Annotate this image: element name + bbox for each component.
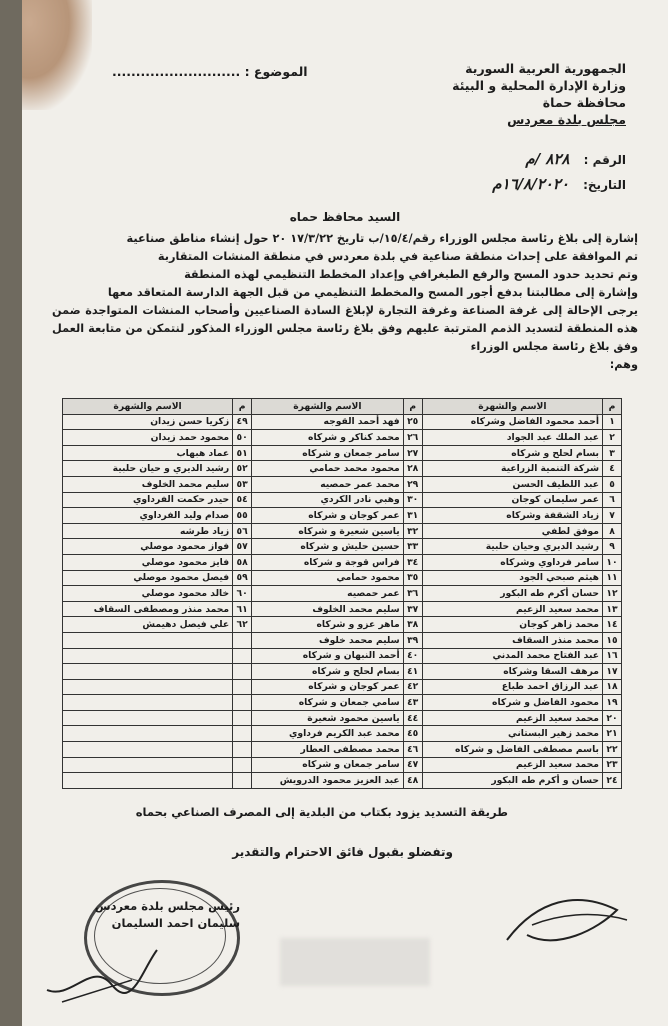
handwritten-signature-left xyxy=(42,940,162,1010)
signatory-title: رئيس مجلس بلدة معردس xyxy=(94,899,240,913)
row-name: حسان و أكرم طه البكور xyxy=(422,773,602,789)
row-name: رشيد الديري وحيان حلبية xyxy=(422,539,602,555)
paragraph: وإشارة إلى مطالبتنا بدفع أجور المسح والمخطط التنظيمي من قبل الجهة الدارسة المتعاقد معها xyxy=(107,286,638,299)
col-name-header: الاسم والشهرة xyxy=(252,399,404,415)
row-name: سليم محمد الخلوف xyxy=(63,476,233,492)
row-name xyxy=(63,710,233,726)
date-label: التاريخ: xyxy=(583,178,626,192)
row-number: ٣ xyxy=(603,445,622,461)
row-name: علي فيصل دهيمش xyxy=(63,617,233,633)
row-name: هيثم صبحي الجود xyxy=(422,570,602,586)
row-name: رشيد الديري و حيان حلبية xyxy=(63,461,233,477)
handwritten-signature-right xyxy=(497,880,637,970)
row-name xyxy=(63,757,233,773)
row-name: زكريا حسن زيدان xyxy=(63,414,233,430)
row-number: ٦٠ xyxy=(233,586,252,602)
subject-field xyxy=(112,64,308,79)
row-number: ٣٢ xyxy=(403,523,422,539)
row-number: ١٢ xyxy=(603,586,622,602)
table-row xyxy=(63,414,622,430)
letterhead xyxy=(452,60,626,128)
row-number xyxy=(233,648,252,664)
row-number: ٥ xyxy=(603,476,622,492)
table-row xyxy=(63,648,622,664)
col-num-header: م xyxy=(403,399,422,415)
row-number: ١٤ xyxy=(603,617,622,633)
row-number: ٥٧ xyxy=(233,539,252,555)
row-name: فهد أحمد القوجه xyxy=(252,414,404,430)
number-label: الرقم : xyxy=(583,153,626,167)
row-name: زياد طرشه xyxy=(63,523,233,539)
row-name: أحمد النبهان و شركاه xyxy=(252,648,404,664)
row-name: سامي جمعان و شركاه xyxy=(252,695,404,711)
row-number: ٥٩ xyxy=(233,570,252,586)
row-number: ٦ xyxy=(603,492,622,508)
row-number: ٢٣ xyxy=(603,757,622,773)
row-number: ١٦ xyxy=(603,648,622,664)
row-number: ٤٥ xyxy=(403,726,422,742)
table-row xyxy=(63,726,622,742)
row-name: عماد هبهاب xyxy=(63,445,233,461)
row-name: عبد الرزاق احمد طباع xyxy=(422,679,602,695)
row-number xyxy=(233,757,252,773)
col-name-header: الاسم والشهرة xyxy=(422,399,602,415)
paragraph: وتم تحديد حدود المسح والرفع الطبغرافي وإعداد المخطط التنظيمي لهذه المنطقة xyxy=(184,268,638,281)
table-row xyxy=(63,586,622,602)
row-name: عمر كوجان و شركاه xyxy=(252,508,404,524)
document-page xyxy=(22,0,668,1026)
republic-line: الجمهورية العربية السورية xyxy=(465,61,626,76)
table-row xyxy=(63,539,622,555)
table-header-row xyxy=(63,399,622,415)
table-body xyxy=(63,414,622,788)
row-number: ٢٨ xyxy=(403,461,422,477)
payment-note: طريقة التسديد يزود بكتاب من البلدية إلى المصرف الصناعي بحماه xyxy=(135,805,508,819)
row-number: ٩ xyxy=(603,539,622,555)
row-number: ٢٤ xyxy=(603,773,622,789)
row-number: ١٨ xyxy=(603,679,622,695)
row-name: محمد عبد الكريم فرداوي xyxy=(252,726,404,742)
row-name: محمد زاهر كوجان xyxy=(422,617,602,633)
table-row xyxy=(63,554,622,570)
table-row xyxy=(63,461,622,477)
row-name: عبد العزيز محمود الدرويش xyxy=(252,773,404,789)
row-number: ٣٥ xyxy=(403,570,422,586)
row-number: ٥٢ xyxy=(233,461,252,477)
row-name: موفق لطفي xyxy=(422,523,602,539)
table-row xyxy=(63,476,622,492)
signatory-name: سليمان احمد السليمان xyxy=(111,916,240,930)
row-number: ٣٨ xyxy=(403,617,422,633)
row-number: ٣٦ xyxy=(403,586,422,602)
subject-label: الموضوع : xyxy=(244,64,308,79)
row-name: مرهف السقا وشركاه xyxy=(422,664,602,680)
row-number: ١٩ xyxy=(603,695,622,711)
table-row xyxy=(63,664,622,680)
row-name xyxy=(63,742,233,758)
paragraph: يرجى الإحالة إلى غرفة الصناعة وغرفة التجارة لإبلاغ السادة الصناعيين وأصحاب المنشات المتواجدة ضمن هذه المنطقة لتسديد الذمم المترتبة عليهم وفق بلاغ رئاسة مجلس الوزراء المذكور لنتمكن من متابعة العمل وفق بلاغ رئاسة مجلس الوزراء xyxy=(52,304,638,353)
names-table xyxy=(62,398,622,789)
table-row xyxy=(63,679,622,695)
row-name: محمد عمر حمصيه xyxy=(252,476,404,492)
row-number: ٥٠ xyxy=(233,430,252,446)
row-number xyxy=(233,695,252,711)
row-name: عمر حمصيه xyxy=(252,586,404,602)
addressee: السيد محافظ حماه xyxy=(289,210,401,224)
row-name: زياد الشقفة وشركاه xyxy=(422,508,602,524)
row-number: ٥٥ xyxy=(233,508,252,524)
row-name: بسام لحلح و شركاه xyxy=(252,664,404,680)
row-name: فواز محمود موصلي xyxy=(63,539,233,555)
row-name: محمد منذر ومصطفى السقاف xyxy=(63,601,233,617)
row-name xyxy=(63,632,233,648)
reference-date xyxy=(492,175,626,193)
row-name: محمود الفاضل و شركاه xyxy=(422,695,602,711)
governorate-line: محافظة حماة xyxy=(542,95,626,110)
row-number: ٤٤ xyxy=(403,710,422,726)
row-name xyxy=(63,773,233,789)
signature-block xyxy=(90,898,240,932)
row-number: ٤٣ xyxy=(403,695,422,711)
row-name: بسام لحلح و شركاه xyxy=(422,445,602,461)
row-name: عمر سليمان كوجان xyxy=(422,492,602,508)
row-number: ٧ xyxy=(603,508,622,524)
row-number: ٥٨ xyxy=(233,554,252,570)
redacted-area xyxy=(280,938,430,986)
table-row xyxy=(63,430,622,446)
date-value: ١٦/٨/٢٠٢٠م xyxy=(492,175,569,193)
row-name: عمر كوجان و شركاه xyxy=(252,679,404,695)
table-row xyxy=(63,523,622,539)
table-row xyxy=(63,695,622,711)
row-name: سامر جمعان و شركاه xyxy=(252,445,404,461)
row-name: محمد سعيد الزعيم xyxy=(422,757,602,773)
row-number: ٤٠ xyxy=(403,648,422,664)
row-name: سامر فرداوي وشركاه xyxy=(422,554,602,570)
table-row xyxy=(63,492,622,508)
paragraph: وهم: xyxy=(609,358,638,371)
row-name: فايز محمود موصلي xyxy=(63,554,233,570)
row-name xyxy=(63,664,233,680)
row-number xyxy=(233,664,252,680)
table-row xyxy=(63,632,622,648)
number-value: ٨٢٨ /م xyxy=(525,150,570,168)
row-name: محمد مصطفى العطار xyxy=(252,742,404,758)
row-number: ٦١ xyxy=(233,601,252,617)
row-number: ٤٩ xyxy=(233,414,252,430)
row-number: ٢٢ xyxy=(603,742,622,758)
row-name: محمد كناكر و شركاه xyxy=(252,430,404,446)
row-number: ٢٩ xyxy=(403,476,422,492)
row-number xyxy=(233,632,252,648)
council-line: مجلس بلدة معردس xyxy=(507,112,626,127)
row-number: ٢٦ xyxy=(403,430,422,446)
paragraph: إشارة إلى بلاغ رئاسة مجلس الوزراء رقم/١٥/٤/ب تاريخ ١٧/٣/٢٢ ٢٠ حول إنشاء مناطق صناعية xyxy=(126,232,638,245)
row-number: ١٣ xyxy=(603,601,622,617)
row-number: ١٥ xyxy=(603,632,622,648)
row-number: ٢٠ xyxy=(603,710,622,726)
row-number xyxy=(233,679,252,695)
row-name: حيدر حكمت الفرداوي xyxy=(63,492,233,508)
paragraph: تم الموافقة على إحداث منطقة صناعية في بلدة معردس في منطقة المنشات المتقاربة xyxy=(157,250,638,263)
table-row xyxy=(63,742,622,758)
table-row xyxy=(63,570,622,586)
row-number xyxy=(233,742,252,758)
table-row xyxy=(63,710,622,726)
ministry-line: وزارة الإدارة المحلية و البيئة xyxy=(452,78,626,93)
row-number xyxy=(233,726,252,742)
row-name: سليم محمد خلوف xyxy=(252,632,404,648)
row-name: عبد اللطيف الحسن xyxy=(422,476,602,492)
row-name: ياسين شعيرة و شركاه xyxy=(252,523,404,539)
row-number: ٥٤ xyxy=(233,492,252,508)
table-row xyxy=(63,617,622,633)
row-name: صدام وليد الفرداوي xyxy=(63,508,233,524)
row-number: ١ xyxy=(603,414,622,430)
table-row xyxy=(63,508,622,524)
col-num-header: م xyxy=(603,399,622,415)
row-name: فراس قوجة و شركاه xyxy=(252,554,404,570)
col-name-header: الاسم والشهرة xyxy=(63,399,233,415)
row-name xyxy=(63,695,233,711)
row-name: سامر جمعان و شركاه xyxy=(252,757,404,773)
row-name: باسم مصطفى الفاضل و شركاه xyxy=(422,742,602,758)
table-row xyxy=(63,757,622,773)
letter-body xyxy=(52,230,638,374)
row-number: ١٧ xyxy=(603,664,622,680)
subject-dots: ........................... xyxy=(112,64,241,79)
row-name: خالد محمود موصلي xyxy=(63,586,233,602)
row-name: ماهر عزو و شركاه xyxy=(252,617,404,633)
row-number: ٤٢ xyxy=(403,679,422,695)
row-name xyxy=(63,648,233,664)
row-name: ياسين محمود شعيرة xyxy=(252,710,404,726)
row-name: محمود حمد زيدان xyxy=(63,430,233,446)
row-name: حسان أكرم طه البكور xyxy=(422,586,602,602)
row-number: ٣١ xyxy=(403,508,422,524)
row-number: ٣٩ xyxy=(403,632,422,648)
row-name: شركة التنمية الزراعية xyxy=(422,461,602,477)
table-row xyxy=(63,773,622,789)
row-number: ٣٠ xyxy=(403,492,422,508)
row-number: ٨ xyxy=(603,523,622,539)
row-number: ٤٧ xyxy=(403,757,422,773)
row-number: ١٠ xyxy=(603,554,622,570)
row-number: ١١ xyxy=(603,570,622,586)
row-number: ٥٣ xyxy=(233,476,252,492)
row-number xyxy=(233,710,252,726)
row-name xyxy=(63,726,233,742)
row-name: محمود حمامي xyxy=(252,570,404,586)
row-number: ٤٦ xyxy=(403,742,422,758)
reference-number xyxy=(525,150,626,168)
row-name: عبد الملك عبد الجواد xyxy=(422,430,602,446)
row-number: ٦٢ xyxy=(233,617,252,633)
table-row xyxy=(63,445,622,461)
row-name: محمد سعيد الزعيم xyxy=(422,710,602,726)
row-number: ٢٧ xyxy=(403,445,422,461)
row-number: ٥٦ xyxy=(233,523,252,539)
finger-shadow xyxy=(22,0,92,110)
table-row xyxy=(63,601,622,617)
row-name: محمد زهير البستاني xyxy=(422,726,602,742)
row-number: ٥١ xyxy=(233,445,252,461)
row-name: محمد سعيد الزعيم xyxy=(422,601,602,617)
row-name: وهبي نادر الكردي xyxy=(252,492,404,508)
row-name: محمود محمد حمامي xyxy=(252,461,404,477)
row-number: ٢ xyxy=(603,430,622,446)
row-number: ٤١ xyxy=(403,664,422,680)
col-num-header: م xyxy=(233,399,252,415)
row-name xyxy=(63,679,233,695)
row-number: ٤ xyxy=(603,461,622,477)
row-name: محمد منذر السقاف xyxy=(422,632,602,648)
row-name: فيصل محمود موصلي xyxy=(63,570,233,586)
row-name: عبد الفتاح محمد المدني xyxy=(422,648,602,664)
row-name: سليم محمد الخلوف xyxy=(252,601,404,617)
row-number: ٤٨ xyxy=(403,773,422,789)
row-number: ٣٤ xyxy=(403,554,422,570)
closing-regards: وتفضلو بقبول فائق الاحترام والتقدير xyxy=(232,845,453,859)
row-number: ٣٣ xyxy=(403,539,422,555)
row-number: ٣٧ xyxy=(403,601,422,617)
row-number: ٢٥ xyxy=(403,414,422,430)
row-number: ٢١ xyxy=(603,726,622,742)
row-number xyxy=(233,773,252,789)
row-name: حسين حليش و شركاه xyxy=(252,539,404,555)
row-name: أحمد محمود الفاضل وشركاه xyxy=(422,414,602,430)
